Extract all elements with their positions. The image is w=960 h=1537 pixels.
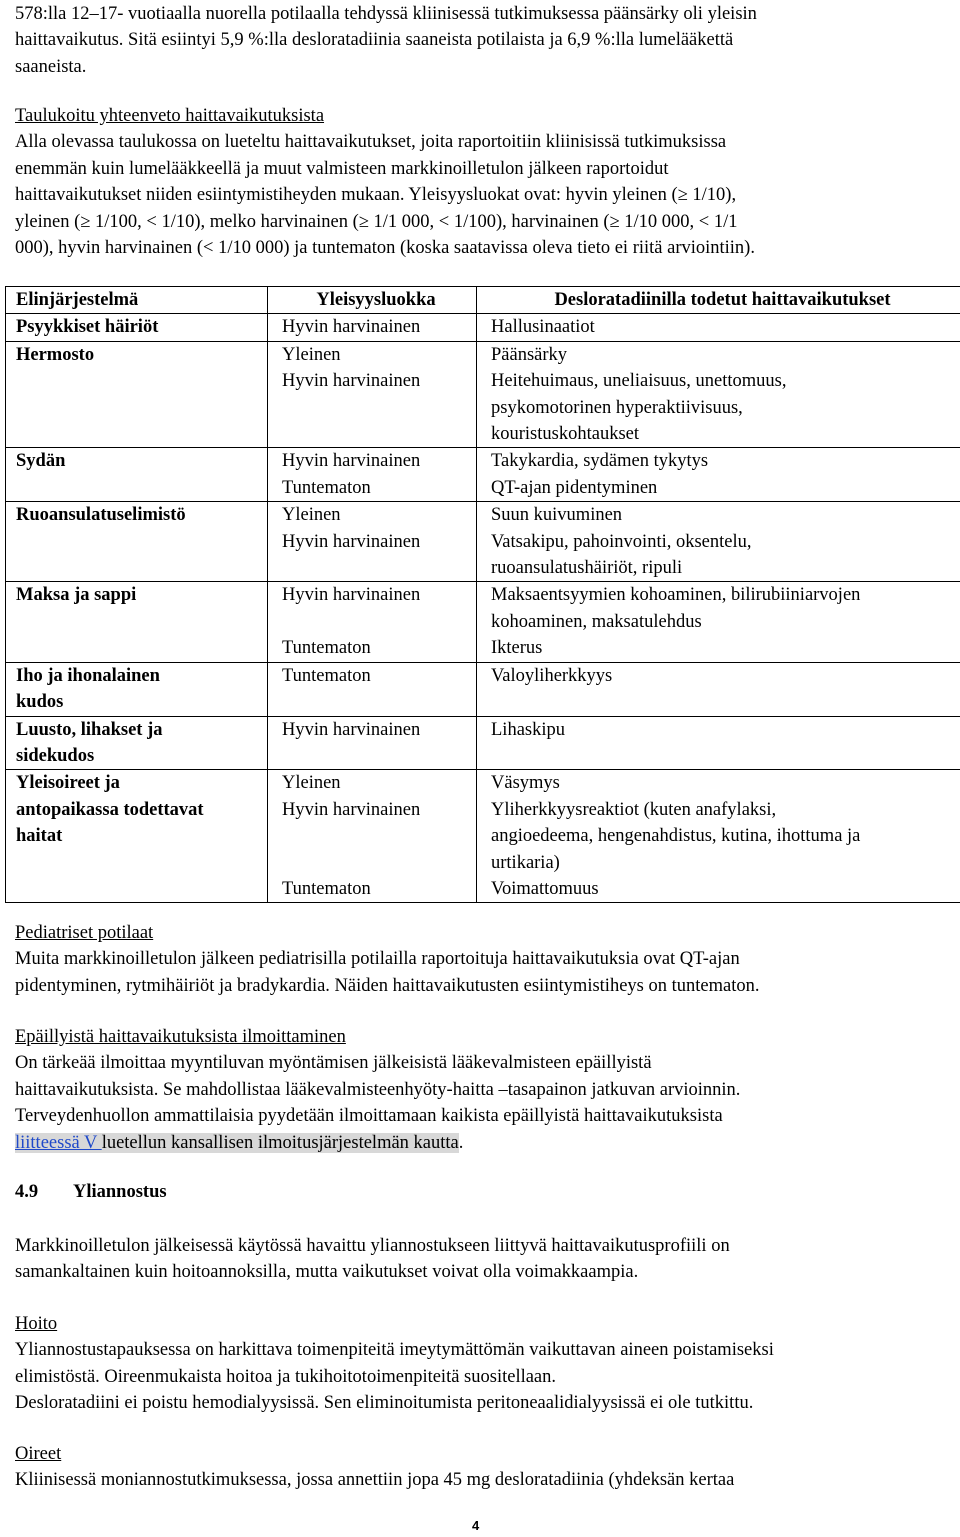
pediatric-heading: Pediatriset potilaat [15,923,154,943]
organ-cell [6,502,268,582]
reporting-line: On tärkeää ilmoittaa myyntiluvan myöntämisen jälkeisistä lääkevalmisteen epäillyistä [15,1053,652,1074]
table-row [6,314,960,341]
summary-section [15,103,955,261]
effects-cell-line: Ikterus [491,638,543,659]
effects-cell-line: Väsymys [491,773,560,794]
organ-cell [6,662,268,716]
summary-line: Alla olevassa taulukossa on lueteltu haittavaikutukset, joita raportoitiin kliinisissä tutkimuksissa [15,132,727,153]
table-row [6,770,960,903]
organ-cell-line: Psyykkiset häiriöt [16,317,159,338]
effects-cell-line: kouristuskohtaukset [491,424,639,445]
effects-cell-line: Suun kuivuminen [491,505,623,526]
frequency-cell [268,582,477,662]
frequency-cell-line: Hyvin harvinainen [282,799,421,820]
organ-cell-line: Yleisoireet ja [16,773,120,794]
frequency-cell-line [282,850,470,876]
reporting-link-continuation: luetellun kansallisen ilmoitusjärjestelmän kautta [101,1132,459,1153]
effects-cell-line: Hallusinaatiot [491,317,595,338]
overdose-line: samankaltainen kuin hoitoannoksilla, mutta vaikutukset voivat olla voimakkaampia. [15,1262,639,1283]
effects-cell [477,662,960,716]
header-organ: Elinjärjestelmä [6,287,268,314]
pediatric-section [15,920,955,999]
table-row [6,716,960,770]
effects-cell-line: Voimattomuus [491,878,599,899]
frequency-cell-line: Yleinen [282,344,341,365]
symptoms-line: Kliinisessä moniannostutkimuksessa, jossa annettiin jopa 45 mg desloratadiinia (yhdeksän kertaa [15,1470,735,1491]
frequency-cell-line: Hyvin harvinainen [282,585,421,606]
organ-cell-line: Hermosto [16,344,95,365]
frequency-cell-line: Hyvin harvinainen [282,719,421,740]
organ-cell [6,448,268,502]
reporting-line: Terveydenhuollon ammattilaisia pyydetään ilmoittamaan kaikista epäillyistä haittavaikutuksista [15,1106,723,1127]
organ-cell-line: Luusto, lihakset ja [16,719,163,740]
effects-cell [477,314,960,341]
effects-cell [477,582,960,662]
intro-line: saaneista. [15,56,87,77]
frequency-cell [268,662,477,716]
table-row [6,662,960,716]
effects-cell-line: Lihaskipu [491,719,565,740]
frequency-cell [268,770,477,903]
organ-cell-line: Sydän [16,451,66,472]
effects-cell-line: angioedeema, hengenahdistus, kutina, ihottuma ja [491,826,861,847]
pediatric-line: Muita markkinoilletulon jälkeen pediatrisilla potilailla raportoituja haittavaikutuksia ovat QT-ajan [15,949,740,970]
frequency-cell-line [282,609,470,635]
reporting-heading: Epäillyistä haittavaikutuksista ilmoittaminen [15,1027,346,1047]
effects-cell-line: Päänsärky [491,344,568,365]
frequency-cell [268,448,477,502]
organ-cell [6,582,268,662]
treatment-line: Desloratadiini ei poistu hemodialyysissä. Sen eliminoitumista peritoneaalidialyysissä ei ole tutkittu. [15,1393,754,1414]
summary-heading: Taulukoitu yhteenveto haittavaikutuksista [15,106,325,126]
effects-cell [477,716,960,770]
reporting-line: haittavaikutuksista. Se mahdollistaa lääkevalmisteenhyöty-haitta –tasapainon jatkuvan arvioinnin. [15,1079,741,1100]
summary-line: yleinen (≥ 1/100, < 1/10), melko harvinainen (≥ 1/1 000, < 1/100), harvinainen (≥ 1/10 000, < 1/1 [15,211,738,232]
table-row [6,341,960,448]
effects-cell-line: Takykardia, sydämen tykytys [491,451,709,472]
treatment-line: Yliannostustapauksessa on harkittava toimenpiteitä imeytymättömän vaikuttavan aineen poistamiseksi [15,1340,774,1361]
table-row [6,502,960,582]
organ-cell-line: antopaikassa todettavat [16,799,204,820]
table-row [6,448,960,502]
symptoms-heading: Oireet [15,1444,62,1464]
organ-cell-line: haitat [16,826,63,847]
frequency-cell-line [282,823,470,849]
effects-cell [477,448,960,502]
summary-line: enemmän kuin lumelääkkeellä ja muut valmisteen markkinoilletulon jälkeen raportoidut [15,158,669,179]
frequency-cell-line: Hyvin harvinainen [282,531,421,552]
header-frequency: Yleisyysluokka [268,287,477,314]
organ-cell [6,341,268,448]
reporting-section [15,1024,955,1156]
organ-cell-line: kudos [16,692,64,713]
frequency-cell-line: Hyvin harvinainen [282,371,421,392]
treatment-heading: Hoito [15,1314,58,1334]
reporting-link-line [15,1130,955,1156]
effects-cell-line: Heitehuimaus, uneliaisuus, unettomuus, [491,371,787,392]
effects-cell [477,502,960,582]
effects-cell-line: urtikaria) [491,852,560,873]
organ-cell-line: Iho ja ihonalainen [16,665,160,686]
effects-cell [477,770,960,903]
frequency-cell [268,716,477,770]
overdose-section [15,1233,955,1286]
frequency-cell [268,502,477,582]
frequency-cell-line: Hyvin harvinainen [282,317,421,338]
frequency-cell-line: Yleinen [282,505,341,526]
frequency-cell-line: Hyvin harvinainen [282,451,421,472]
intro-line: haittavaikutus. Sitä esiintyi 5,9 %:lla desloratadiinia saaneista potilaista ja 6,9 %:lla lumelääkettä [15,30,734,51]
table-row [6,582,960,662]
frequency-cell-line: Tuntematon [282,477,371,498]
intro-line: 578:lla 12–17- vuotiaalla nuorella potilaalla tehdyssä kliinisessä tutkimuksessa päänsärky oli yleisin [15,4,757,24]
organ-cell-line: Maksa ja sappi [16,585,137,606]
effects-cell [477,341,960,448]
organ-cell-line: sidekudos [16,745,95,766]
frequency-cell-line: Tuntematon [282,638,371,659]
annex-v-link[interactable]: liitteessä V [15,1132,102,1153]
overdose-line: Markkinoilletulon jälkeisessä käytössä havaittu yliannostukseen liittyvä haittavaikutusprofiili on [15,1236,730,1256]
organ-cell [6,716,268,770]
reporting-period: . [458,1132,464,1153]
frequency-cell-line: Yleinen [282,773,341,794]
effects-cell-line: Valoyliherkkyys [491,665,613,686]
organ-cell [6,314,268,341]
treatment-section [15,1311,955,1417]
effects-cell-line: psykomotorinen hyperaktiivisuus, [491,397,743,418]
effects-cell-line: QT-ajan pidentyminen [491,477,658,498]
section-heading-overdose [15,1182,167,1203]
effects-cell-line: Vatsakipu, pahoinvointi, oksentelu, [491,531,752,552]
page-number: 4 [472,1518,480,1533]
effects-cell-line: Yliherkkyysreaktiot (kuten anafylaksi, [491,799,777,820]
adverse-effects-table [5,286,960,903]
effects-cell-line: Maksaentsyymien kohoaminen, bilirubiiniarvojen [491,585,861,606]
effects-cell-line: kohoaminen, maksatulehdus [491,611,702,632]
intro-paragraph [15,1,945,80]
frequency-cell [268,314,477,341]
symptoms-section [15,1441,955,1494]
summary-line: 000), hyvin harvinainen (< 1/10 000) ja tuntematon (koska saatavissa oleva tieto ei riitä arviointiin). [15,238,755,259]
frequency-cell-line: Tuntematon [282,665,371,686]
pediatric-line: pidentyminen, rytmihäiriöt ja bradykardia. Näiden haittavaikutusten esiintymistiheys on tuntematon. [15,975,760,996]
table-header-row [6,287,960,314]
section-number: 4.9 [15,1182,39,1202]
treatment-line: elimistöstä. Oireenmukaista hoitoa ja tukihoitotoimenpiteitä suositellaan. [15,1366,557,1387]
effects-cell-line: ruoansulatushäiriöt, ripuli [491,558,683,579]
section-title: Yliannostus [73,1182,167,1202]
organ-cell [6,770,268,903]
organ-cell-line: Ruoansulatuselimistö [16,505,186,526]
header-effects: Desloratadiinilla todetut haittavaikutukset [477,287,960,314]
summary-line: haittavaikutukset niiden esiintymistiheyden mukaan. Yleisyysluokat ovat: hyvin yleinen (≥ 1/10), [15,185,737,206]
frequency-cell [268,341,477,448]
frequency-cell-line: Tuntematon [282,878,371,899]
